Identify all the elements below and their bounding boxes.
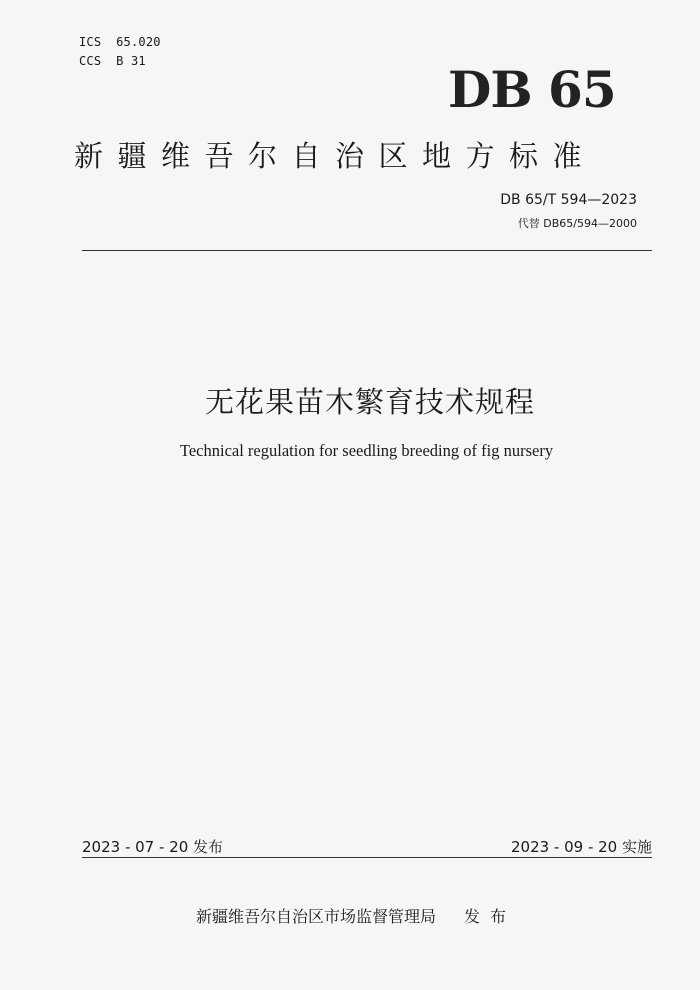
standard-category: 新疆维吾尔自治区地方标准 [74, 139, 597, 173]
ics-code: ICS 65.020 [79, 35, 161, 49]
document-title-chinese: 无花果苗木繁育技术规程 [204, 385, 535, 419]
issuer-name: 新疆维吾尔自治区市场监督管理局 [196, 907, 437, 926]
implementation-date: 2023 - 09 - 20 实施 [510, 838, 652, 856]
issue-date: 2023 - 07 - 20 发布 [82, 838, 224, 856]
standard-number: DB 65/T 594—2023 [500, 192, 637, 208]
replaces-note: 代替 DB65/594—2000 [517, 217, 637, 230]
ccs-code: CCS B 31 [79, 54, 146, 68]
db-logo: DB 65 [448, 60, 616, 119]
header-divider [82, 250, 652, 251]
document-title-english: Technical regulation for seedling breeding of fig nursery [179, 441, 554, 460]
footer-divider [82, 857, 652, 858]
issuer-action: 发布 [464, 907, 517, 926]
issuer [196, 904, 516, 927]
